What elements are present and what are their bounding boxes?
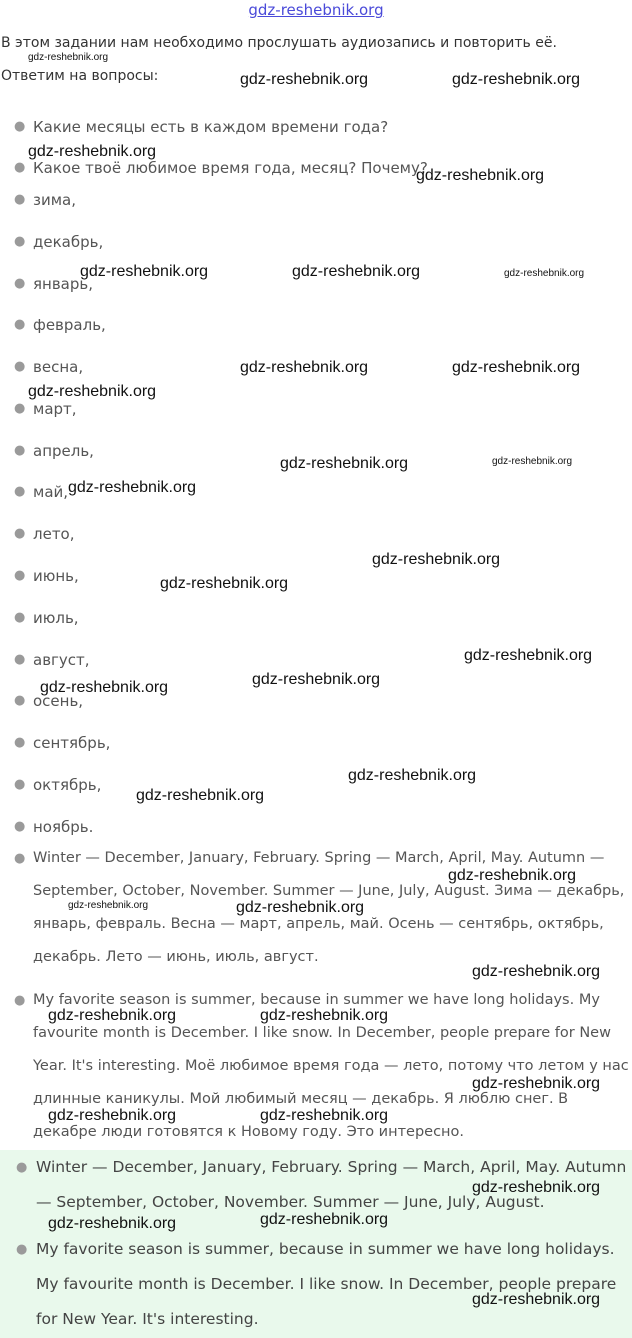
bullet-icon: ● [14,484,26,499]
watermark: gdz-reshebnik.org [28,383,157,400]
bullet-icon: ● [14,234,26,249]
watermark: gdz-reshebnik.org [416,167,545,184]
watermark: gdz-reshebnik.org [28,143,157,160]
bullet-icon: ● [16,1242,28,1257]
watermark: gdz-reshebnik.org [240,71,369,88]
watermark: gdz-reshebnik.org [28,52,109,63]
watermark: gdz-reshebnik.org [80,263,209,280]
watermark: gdz-reshebnik.org [452,71,581,88]
watermark: gdz-reshebnik.org [160,575,289,592]
watermark: gdz-reshebnik.org [48,1107,177,1124]
watermark: gdz-reshebnik.org [504,268,585,279]
watermark: gdz-reshebnik.org [260,1007,389,1024]
bullet-icon: ● [14,443,26,458]
bullet-icon: ● [16,1160,28,1175]
bullet-icon: ● [14,819,26,834]
bullet-icon: ● [14,526,26,541]
bullet-icon: ● [14,160,26,175]
watermark: gdz-reshebnik.org [372,551,501,568]
bullet-icon: ● [14,993,26,1008]
watermark: gdz-reshebnik.org [260,1211,389,1228]
watermark: gdz-reshebnik.org [68,900,149,911]
watermark: gdz-reshebnik.org [260,1107,389,1124]
bullet-icon: ● [14,735,26,750]
paragraph-item: ● My favorite season is summer, because in summer we have long holidays. My favourite month is December. I like snow. In December, people prepare for New Year. It's interesting. Моё любимое время года — лето, потому что летом у нас длинные каникулы. Мой любимый месяц — декабрь. Я люблю снег. В декабре люди готовятся к Новому году. Это интересно. [0,984,632,1149]
bullet-icon: ● [14,568,26,583]
watermark: gdz-reshebnik.org [348,767,477,784]
bullet-icon: ● [14,276,26,291]
watermark: gdz-reshebnik.org [292,263,421,280]
watermark: gdz-reshebnik.org [472,1075,601,1092]
bullet-icon: ● [14,401,26,416]
paragraph-item: ● Winter — December, January, February. Spring — March, April, May. Autumn — September, October, November. Summer — June, July, August. Зима — декабрь, январь, февраль. Весна — март, апрель, май. Осень — сентябрь, октябрь, декабрь. Лето — июнь, июль, август. [0,842,632,974]
watermark: gdz-reshebnik.org [236,899,365,916]
watermark: gdz-reshebnik.org [136,787,265,804]
watermark: gdz-reshebnik.org [240,359,369,376]
watermark: gdz-reshebnik.org [472,963,601,980]
watermark: gdz-reshebnik.org [48,1007,177,1024]
watermark: gdz-reshebnik.org [40,679,169,696]
bullet-icon: ● [14,359,26,374]
site-title-link[interactable]: gdz-reshebnik.org [248,1,384,19]
answer-item: ● My favorite season is summer, because in summer we have long holidays. My favourite month is December. I like snow. In December, people prepare for New Year. It's interesting. [0,1232,632,1337]
watermark: gdz-reshebnik.org [252,671,381,688]
intro-text: В этом задании нам необходимо прослушать аудиозапись и повторить её. [1,35,557,51]
bullet-icon: ● [14,610,26,625]
watermark: gdz-reshebnik.org [472,1179,601,1196]
watermark: gdz-reshebnik.org [492,456,573,467]
intro-questions-label: Ответим на вопросы: [1,68,159,84]
bullet-icon: ● [14,192,26,207]
bullet-icon: ● [14,317,26,332]
bullet-icon: ● [14,851,26,866]
watermark: gdz-reshebnik.org [48,1215,177,1232]
bullet-icon: ● [14,652,26,667]
watermark: gdz-reshebnik.org [452,359,581,376]
bullet-icon: ● [14,777,26,792]
watermark: gdz-reshebnik.org [280,455,409,472]
watermark: gdz-reshebnik.org [68,479,197,496]
answer-item: ● Winter — December, January, February. Spring — March, April, May. Autumn — September, October, November. Summer — June, July, August. [0,1150,632,1220]
watermark: gdz-reshebnik.org [472,1291,601,1308]
bullet-icon: ● [14,119,26,134]
watermark: gdz-reshebnik.org [464,647,593,664]
watermark: gdz-reshebnik.org [448,867,577,884]
bullet-icon: ● [14,693,26,708]
